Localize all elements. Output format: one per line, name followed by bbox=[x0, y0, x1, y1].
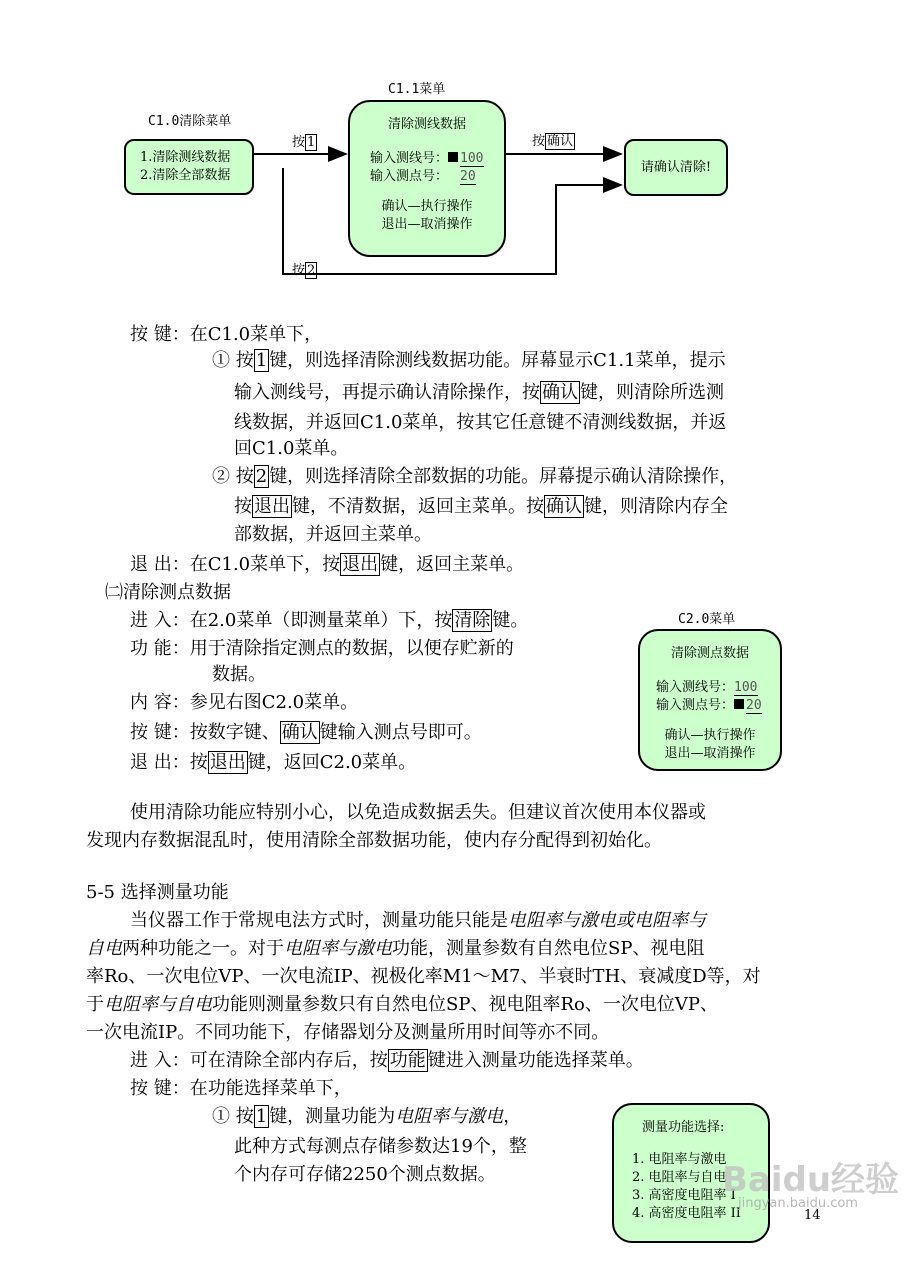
s2-enter-line: 进 入：在2.0菜单（即测量菜单）下，按 清除 键。 bbox=[130, 610, 529, 631]
watermark-url: jingyan.baidu.com bbox=[738, 1196, 858, 1211]
page-number: 14 bbox=[804, 1208, 821, 1223]
arrow2-label: 按 确认 bbox=[532, 134, 574, 149]
c10-menu bbox=[124, 139, 254, 195]
s1-item1-line3: 线数据，并返回C1.0菜单，按其它任意键不清测线数据，并返 bbox=[234, 412, 727, 433]
s3-item1-line1: ① 按 1 键，测量功能为电阻率与激电， bbox=[212, 1106, 522, 1127]
c10-title: C1.0清除菜单 bbox=[148, 114, 232, 129]
s3-item1-line3: 个内存可存储2250个测点数据。 bbox=[234, 1164, 496, 1185]
function-menu-item-1: 1. 电阻率与激电 bbox=[632, 1152, 727, 1167]
function-menu-item-2: 2. 电阻率与自电 bbox=[632, 1170, 727, 1185]
note-line1: 使用清除功能应特别小心，以免造成数据丢失。但建议首次使用本仪器或 bbox=[130, 802, 706, 823]
c11-point-row: 输入测点号： 20 bbox=[370, 169, 476, 184]
s3-p1: 当仪器工作于常规电法方式时，测量功能只能是电阻率与激电或电阻率与 bbox=[130, 910, 706, 931]
s1-item2-line1: ② 按 2 键，则选择清除全部数据的功能。屏幕提示确认清除操作， bbox=[212, 466, 738, 487]
c20-line-value: 100 bbox=[734, 680, 758, 695]
key-confirm: 确认 bbox=[547, 134, 574, 149]
c20-title: C2.0菜单 bbox=[678, 612, 736, 627]
s1-exit-line: 退 出：在C1.0菜单下，按 退出 键，返回主菜单。 bbox=[130, 554, 525, 575]
confirm-clear-text: 请确认清除! bbox=[640, 159, 712, 175]
c20-heading: 清除测点数据 bbox=[670, 646, 749, 661]
key-1: 1 bbox=[307, 135, 316, 150]
confirm-clear-box bbox=[624, 139, 728, 196]
s3-enter-line: 进 入：可在清除全部内存后，按 功能 键进入测量功能选择菜单。 bbox=[130, 1050, 644, 1071]
cursor-block-icon bbox=[448, 152, 458, 162]
s1-item1-line2: 输入测线号，再提示确认清除操作，按 确认 键，则清除所选测 bbox=[234, 382, 724, 403]
watermark-brand: Baidu经验 bbox=[722, 1160, 900, 1200]
s1-item2-line2: 按 退出 键，不清数据，返回主菜单。按 确认 键，则清除内存全 bbox=[234, 496, 728, 517]
c11-title: C1.1菜单 bbox=[388, 82, 446, 97]
c11-point-value: 20 bbox=[460, 169, 476, 184]
function-menu-item-3: 3. 高密度电阻率 I bbox=[632, 1188, 736, 1203]
c11-confirm-hint: 确认—执行操作 bbox=[381, 199, 473, 214]
key-2: 2 bbox=[307, 263, 316, 278]
function-menu-title: 测量功能选择: bbox=[642, 1120, 725, 1135]
c11-line-row: 输入测线号： 100 bbox=[370, 151, 484, 166]
s3-p5: 一次电流IP。不同功能下，存储器划分及测量所用时间等亦不同。 bbox=[86, 1022, 610, 1043]
s3-heading: 5-5 选择测量功能 bbox=[86, 882, 229, 903]
c11-heading: 清除测线数据 bbox=[387, 117, 466, 132]
s3-p4: 于电阻率与自电功能则测量参数只有自然电位SP、视电阻率Ro、一次电位VP、 bbox=[86, 994, 718, 1015]
c10-item-2: 2.清除全部数据 bbox=[140, 168, 231, 183]
arrow3-label: 按 2 bbox=[292, 263, 316, 278]
note-line2: 发现内存数据混乱时，使用清除全部数据功能，使内存分配得到初始化。 bbox=[86, 830, 662, 851]
s1-item2-line3: 部数据，并返回主菜单。 bbox=[234, 524, 432, 545]
c10-item-1: 1.清除测线数据 bbox=[140, 150, 231, 165]
s2-content-line: 内 容：参见右图C2.0菜单。 bbox=[130, 692, 359, 713]
s2-func-line1: 功 能：用于清除指定测点的数据，以便存贮新的 bbox=[130, 638, 514, 659]
s2-keys-line: 按 键：按数字键、 确认 键输入测点号即可。 bbox=[130, 722, 482, 743]
s3-p3: 率Ro、一次电位VP、一次电流IP、视极化率M1～M7、半衰时TH、衰减度D等，对 bbox=[86, 966, 761, 987]
s1-item1-line4: 回C1.0菜单。 bbox=[234, 438, 349, 459]
c11-exit-hint: 退出—取消操作 bbox=[381, 217, 473, 232]
c20-point-row: 输入测点号： 20 bbox=[656, 698, 762, 713]
s1-keys-line: 按 键：在C1.0菜单下， bbox=[130, 324, 323, 345]
s2-exit-line: 退 出：按 退出 键，返回C2.0菜单。 bbox=[130, 752, 417, 773]
s2-func-line2: 数据。 bbox=[212, 664, 266, 685]
s3-keys-line: 按 键：在功能选择菜单下， bbox=[130, 1078, 352, 1099]
s2-heading: ㈡清除测点数据 bbox=[105, 582, 231, 603]
c20-confirm-hint: 确认—执行操作 bbox=[664, 728, 756, 743]
c20-exit-hint: 退出—取消操作 bbox=[664, 746, 756, 761]
c20-line-row: 输入测线号：100 bbox=[656, 680, 758, 695]
s1-item1-line1: ① 按 1 键，则选择清除测线数据功能。屏幕显示C1.1菜单，提示 bbox=[212, 350, 726, 371]
c20-point-value: 20 bbox=[746, 698, 762, 713]
c20-menu bbox=[638, 629, 782, 771]
arrow1-label: 按 1 bbox=[292, 135, 316, 150]
s3-p2: 自电两种功能之一。对于电阻率与激电功能，测量参数有自然电位SP、视电阻 bbox=[86, 938, 705, 959]
s3-item1-line2: 此种方式每测点存储参数达19个，整 bbox=[234, 1136, 527, 1157]
c11-line-value: 100 bbox=[460, 151, 484, 166]
cursor-block-icon bbox=[734, 699, 744, 709]
function-menu-item-4: 4. 高密度电阻率 II bbox=[632, 1206, 741, 1221]
c11-menu bbox=[348, 100, 506, 257]
